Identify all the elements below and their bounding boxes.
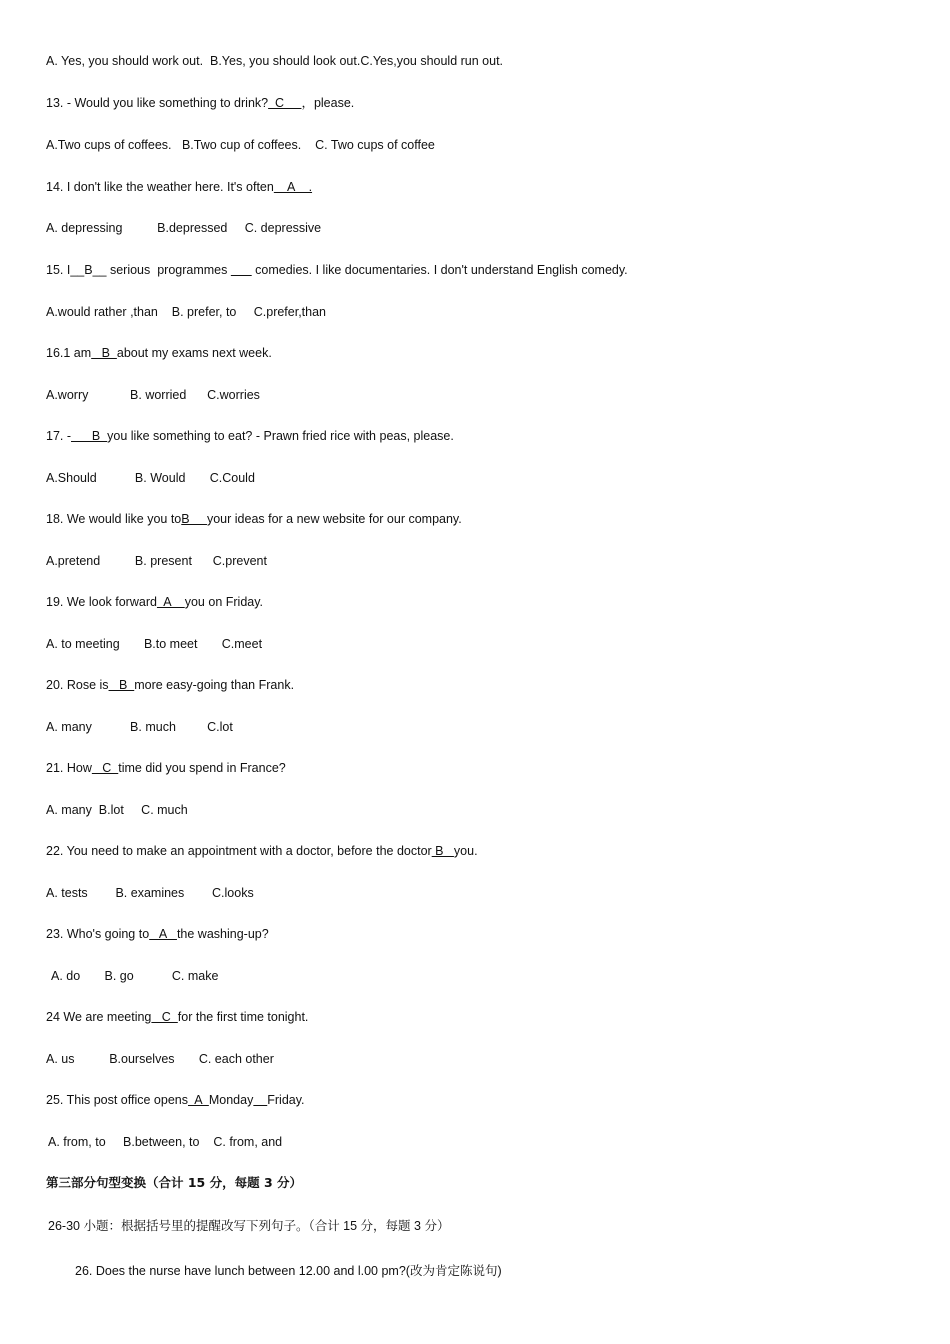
question-17 [46, 428, 454, 444]
question-text: ，please. [301, 96, 355, 110]
question-text: time did you spend in France? [118, 761, 286, 775]
answer-blank-2 [231, 263, 252, 277]
answer-blank: C [91, 761, 119, 775]
answer-blank: B [431, 844, 454, 858]
options-line-25: A. from, to B.between, to C. from, and [48, 1135, 283, 1149]
question-text: you like something to eat? - Prawn fried rice with peas, please. [107, 429, 454, 443]
options-line-18: A.pretend B. present C.prevent [46, 554, 267, 568]
options-line-21: A. many B.lot C. much [46, 803, 188, 817]
question-text: 15. I [46, 263, 71, 277]
options-line-15: A.would rather ,than B. prefer, to C.prefer,than [46, 305, 327, 319]
options-line-12: A. Yes, you should work out. B.Yes, you should look out.C.Yes,you should run out. [46, 54, 504, 68]
question-18 [46, 511, 462, 527]
question-text: 14. I don't like the weather here. It's often [46, 180, 274, 194]
question-text: 17. - [46, 429, 72, 443]
question-text: 20. Rose is [46, 678, 109, 692]
question-text: 13. - Would you like something to drink? [46, 96, 269, 110]
question-text: the washing-up? [176, 927, 269, 941]
options-line-16: A.worry B. worried C.worries [46, 388, 260, 402]
question-text: you on Friday. [184, 595, 264, 609]
answer-blank: A [149, 927, 177, 941]
question-text: you. [453, 844, 478, 858]
section-heading: 第三部分句型变换（合计 15 分，每题 3 分） [46, 1175, 303, 1190]
question-14 [46, 179, 312, 195]
question-25 [46, 1092, 305, 1108]
answer-blank: B [71, 429, 108, 443]
options-line-19: A. to meeting B.to meet C.meet [46, 637, 263, 651]
question-20 [46, 677, 294, 693]
question-16 [46, 345, 272, 361]
options-line-20: A. many B. much C.lot [46, 720, 233, 734]
question-text: comedies. I like documentaries. I don't understand English comedy. [251, 263, 628, 277]
question-text: 16.1 am [46, 346, 92, 360]
section-instructions: 26-30 小题：根据括号里的提醒改写下列句子。（合计 15 分，每题 3 分） [48, 1219, 450, 1233]
question-15 [46, 262, 628, 278]
question-text: Monday [208, 1093, 254, 1107]
question-13 [46, 95, 354, 111]
question-24 [46, 1009, 308, 1025]
question-text: 21. How [46, 761, 92, 775]
question-text: 18. We would like you to [46, 512, 182, 526]
answer-blank: A . [273, 180, 313, 194]
question-text: your ideas for a new website for our company. [206, 512, 462, 526]
question-21 [46, 760, 286, 776]
question-text: about my exams next week. [116, 346, 272, 360]
answer-blank: __B__ [70, 263, 107, 277]
question-text: serious programmes [106, 263, 231, 277]
question-23 [46, 926, 269, 942]
answer-blank: A [156, 595, 185, 609]
answer-blank: B [181, 512, 207, 526]
answer-blank: C [268, 96, 302, 110]
options-line-17: A.Should B. Would C.Could [46, 471, 255, 485]
question-19 [46, 594, 263, 610]
question-text: 23. Who's going to [46, 927, 150, 941]
options-line-23: A. do B. go C. make [51, 969, 219, 983]
options-line-22: A. tests B. examines C.looks [46, 886, 254, 900]
answer-blank: C [151, 1010, 178, 1024]
question-22 [46, 843, 478, 859]
question-text: 25. This post office opens [46, 1093, 188, 1107]
question-text: 22. You need to make an appointment with a doctor, before the doctor [46, 844, 432, 858]
answer-blank-2 [253, 1093, 267, 1107]
question-text: 24 We are meeting [46, 1010, 152, 1024]
question-text: more easy-going than Frank. [134, 678, 295, 692]
question-text: 19. We look forward [46, 595, 157, 609]
question-text: Friday. [267, 1093, 305, 1107]
options-line-14: A. depressing B.depressed C. depressive [46, 221, 322, 235]
question-text: for the first time tonight. [177, 1010, 309, 1024]
answer-blank: B [108, 678, 135, 692]
options-line-24: A. us B.ourselves C. each other [46, 1052, 274, 1066]
options-line-13: A.Two cups of coffees. B.Two cup of coffees. C. Two cups of coffee [46, 138, 435, 152]
answer-blank: B [91, 346, 117, 360]
question-26: 26. Does the nurse have lunch between 12.00 and l.00 pm?(改为肯定陈说句) [75, 1264, 502, 1278]
answer-blank: A [188, 1093, 209, 1107]
